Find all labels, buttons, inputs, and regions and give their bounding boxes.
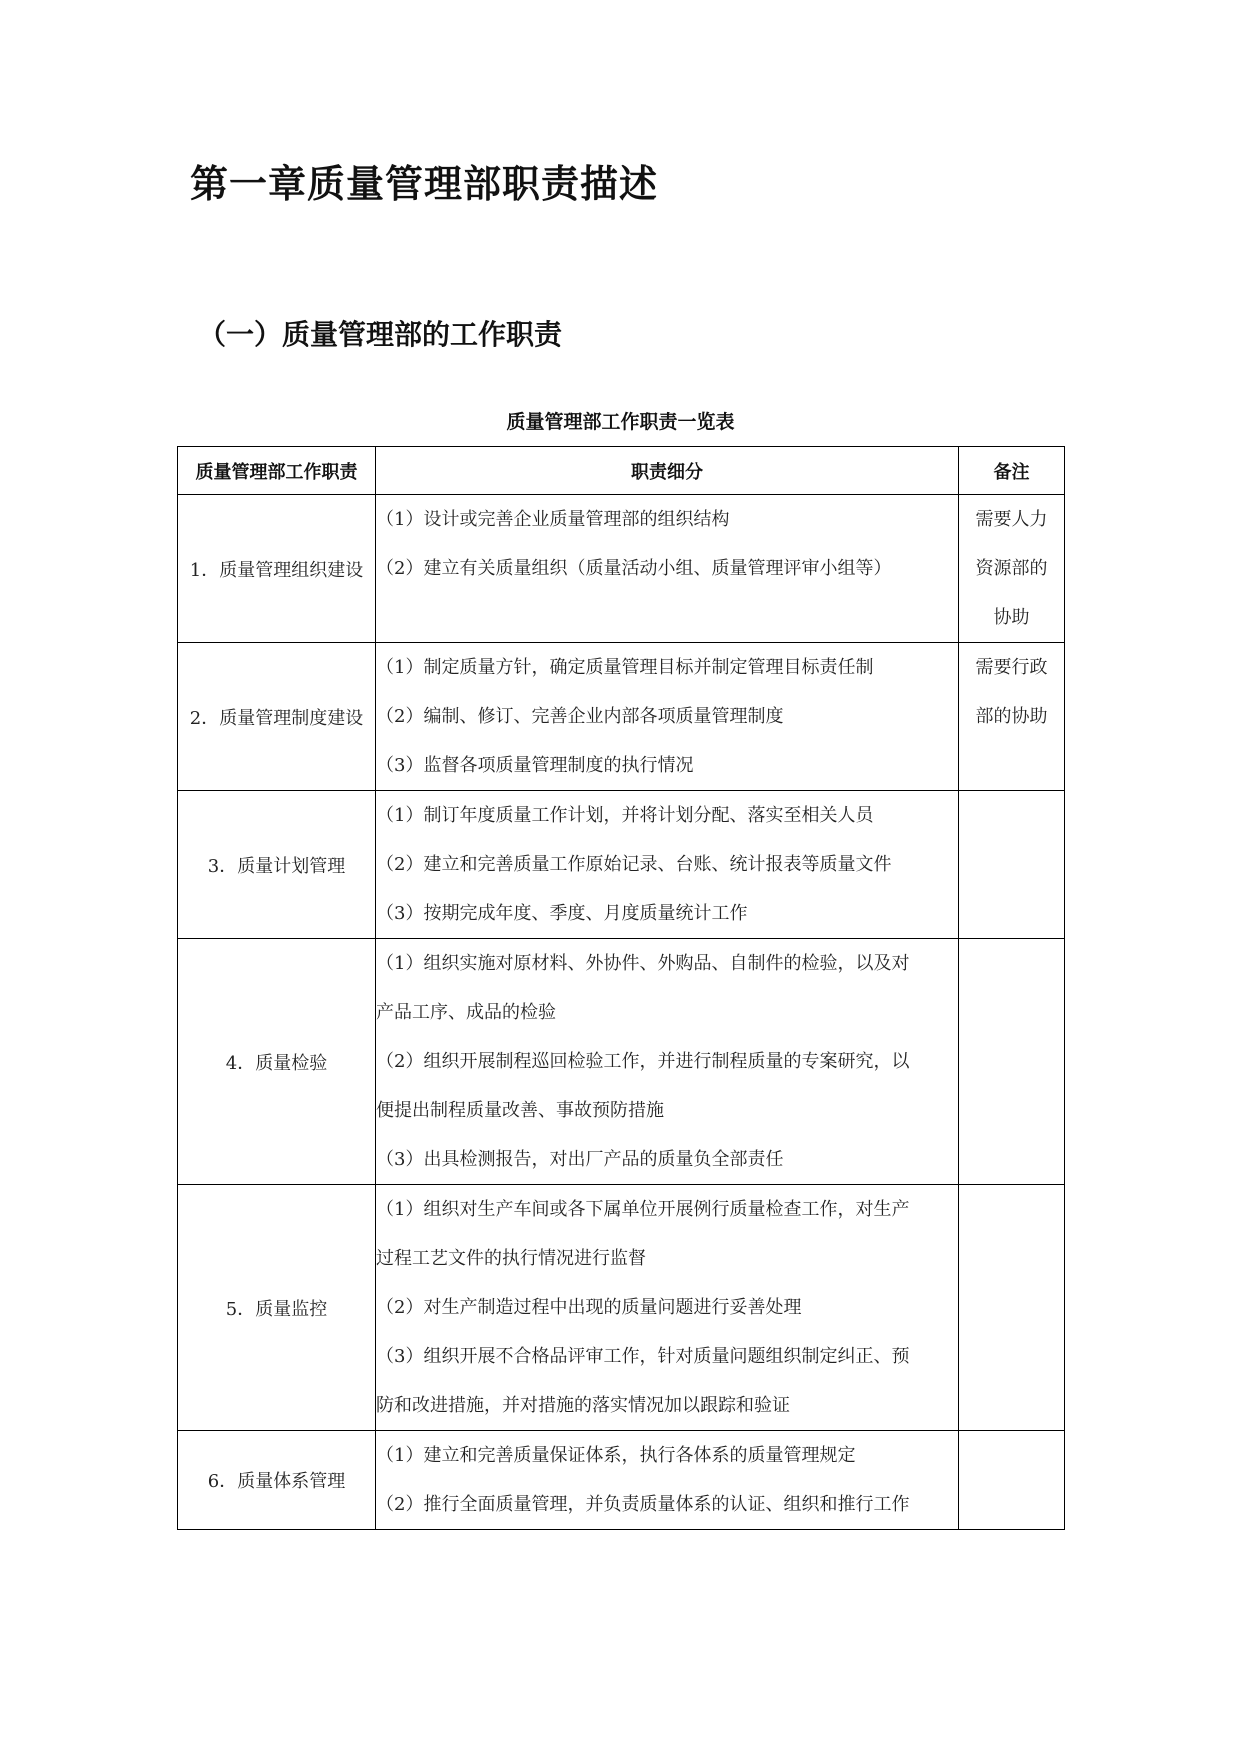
duty-name: 6．质量体系管理 — [178, 1431, 376, 1530]
detail-line: （2）推行全面质量管理，并负责质量体系的认证、组织和推行工作 — [376, 1494, 910, 1515]
detail-line: （3）出具检测报告，对出厂产品的质量负全部责任 — [376, 1149, 784, 1170]
duty-note — [959, 495, 1065, 643]
duty-note — [959, 643, 1065, 791]
table-row — [178, 791, 1065, 939]
duty-name: 5．质量监控 — [178, 1185, 376, 1431]
detail-line: （3）按期完成年度、季度、月度质量统计工作 — [376, 903, 748, 924]
duty-details — [376, 495, 959, 643]
note-line: 资源部的 — [975, 558, 1048, 579]
duty-name: 4．质量检验 — [178, 939, 376, 1185]
detail-line-spacer — [376, 593, 958, 642]
duty-details — [376, 1185, 959, 1431]
duty-details — [376, 939, 959, 1185]
detail-line: （2）编制、修订、完善企业内部各项质量管理制度 — [376, 706, 784, 727]
detail-line: （3）组织开展不合格品评审工作，针对质量问题组织制定纠正、预 — [376, 1346, 910, 1367]
duty-note — [959, 791, 1065, 939]
note-line: 部的协助 — [975, 706, 1048, 727]
detail-line: （1）制定质量方针，确定质量管理目标并制定管理目标责任制 — [376, 657, 874, 678]
detail-line: （2）组织开展制程巡回检验工作，并进行制程质量的专案研究，以 — [376, 1051, 910, 1072]
detail-line: （2）建立有关质量组织（质量活动小组、质量管理评审小组等） — [376, 558, 892, 579]
detail-line: （3）监督各项质量管理制度的执行情况 — [376, 755, 694, 776]
table-row — [178, 939, 1065, 1185]
duty-note — [959, 1431, 1065, 1530]
detail-line: 产品工序、成品的检验 — [376, 1002, 556, 1023]
note-line: 需要人力 — [975, 509, 1048, 530]
header-duty: 质量管理部工作职责 — [178, 447, 376, 495]
section-title: （一）质量管理部的工作职责 — [198, 318, 563, 351]
header-row — [178, 447, 1065, 495]
note-line: 需要行政 — [975, 657, 1048, 678]
header-details: 职责细分 — [376, 447, 959, 495]
header-note: 备注 — [959, 447, 1065, 495]
table-header — [178, 447, 1065, 495]
detail-line: （2）建立和完善质量工作原始记录、台账、统计报表等质量文件 — [376, 854, 892, 875]
duty-note — [959, 939, 1065, 1185]
chapter-title: 第一章质量管理部职责描述 — [190, 162, 659, 206]
duty-details — [376, 643, 959, 791]
detail-line: （1）建立和完善质量保证体系，执行各体系的质量管理规定 — [376, 1445, 856, 1466]
table-row — [178, 1431, 1065, 1530]
detail-line: （1）组织实施对原材料、外协件、外购品、自制件的检验，以及对 — [376, 953, 910, 974]
duties-table — [177, 446, 1065, 1530]
detail-line: （1）组织对生产车间或各下属单位开展例行质量检查工作，对生产 — [376, 1199, 910, 1220]
duty-name: 1．质量管理组织建设 — [178, 495, 376, 643]
duty-details — [376, 791, 959, 939]
table-row — [178, 1185, 1065, 1431]
detail-line: 便提出制程质量改善、事故预防措施 — [376, 1100, 664, 1121]
detail-line: 防和改进措施，并对措施的落实情况加以跟踪和验证 — [376, 1395, 790, 1416]
table-row — [178, 495, 1065, 643]
duty-details — [376, 1431, 959, 1530]
duty-name: 2．质量管理制度建设 — [178, 643, 376, 791]
note-line: 协助 — [993, 607, 1030, 628]
duty-name: 3．质量计划管理 — [178, 791, 376, 939]
detail-line: 过程工艺文件的执行情况进行监督 — [376, 1248, 646, 1269]
detail-line: （1）制订年度质量工作计划，并将计划分配、落实至相关人员 — [376, 805, 874, 826]
table-row — [178, 643, 1065, 791]
detail-line: （1）设计或完善企业质量管理部的组织结构 — [376, 509, 730, 530]
duty-note — [959, 1185, 1065, 1431]
table-caption: 质量管理部工作职责一览表 — [506, 411, 735, 433]
detail-line: （2）对生产制造过程中出现的质量问题进行妥善处理 — [376, 1297, 802, 1318]
